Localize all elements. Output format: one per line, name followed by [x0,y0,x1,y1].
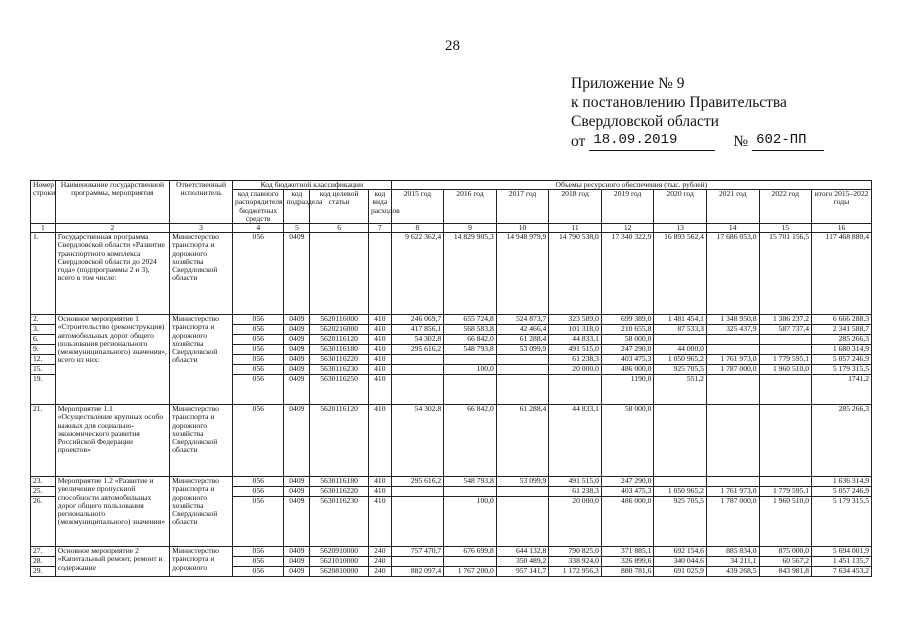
year-value-cell [496,487,549,497]
code-admin-cell: 056 [232,547,284,557]
year-value-cell: 247 290,0 [601,345,654,355]
year-value-cell: 323 589,0 [549,315,602,325]
code-section-cell: 0409 [284,497,310,547]
year-value-cell: 66 842,0 [444,405,497,477]
year-value-cell: 16 893 562,4 [654,233,707,315]
total-cell: 285 266,3 [812,335,872,345]
header-year: 2017 год [496,190,549,224]
year-value-cell: 87 533,3 [654,325,707,335]
total-cell: 1 636 314,9 [812,477,872,487]
code-expense-cell: 240 [368,557,391,567]
year-value-cell: 338 924,0 [549,557,602,567]
year-value-cell: 1 348 950,8 [706,315,759,325]
code-target-cell: 5620116000 [310,315,369,325]
year-value-cell [759,375,812,405]
year-value-cell [759,405,812,477]
year-value-cell: 20 000,0 [549,365,602,375]
code-section-cell: 0409 [284,477,310,487]
row-executor-cell: Министерство транспорта и дорожного хозяйства Свердловской области [170,233,233,315]
code-expense-cell: 410 [368,325,391,335]
code-target-cell: 5620116120 [310,335,369,345]
year-value-cell: 60 567,2 [759,557,812,567]
header-code-target: код целевой статьи [310,190,369,224]
table-row [31,547,872,557]
header-year: 2016 год [444,190,497,224]
year-value-cell [654,405,707,477]
resolution-date: 18.09.2019 [589,131,715,151]
year-value-cell: 247 290,0 [601,477,654,487]
code-section-cell: 0409 [284,405,310,477]
row-number-cell: 15. [31,365,56,375]
year-value-cell: 44 000,0 [654,345,707,355]
year-value-cell: 54 302,8 [391,405,444,477]
year-value-cell [444,557,497,567]
appendix-signature-line [571,131,824,151]
code-section-cell: 0409 [284,355,310,365]
year-value-cell: 340 044,6 [654,557,707,567]
code-target-cell: 5630116180 [310,477,369,487]
year-value-cell: 790 825,0 [549,547,602,557]
year-value-cell [654,477,707,487]
column-index-cell: 16 [812,224,872,233]
year-value-cell [706,375,759,405]
year-value-cell [759,345,812,355]
code-section-cell: 0409 [284,547,310,557]
table-row [31,233,872,315]
total-cell: 117 468 880,4 [812,233,872,315]
year-value-cell: 486 000,0 [601,365,654,375]
year-value-cell: 655 724,8 [444,315,497,325]
page-number: 28 [445,38,460,54]
year-value-cell: 371 885,1 [601,547,654,557]
year-value-cell: 42 466,4 [496,325,549,335]
code-target-cell [310,233,369,315]
year-value-cell: 1 761 973,0 [706,487,759,497]
row-name-cell: Основное мероприятие 2 «Капитальный ремонт, ремонт и содержание [55,547,169,577]
year-value-cell: 524 873,7 [496,315,549,325]
year-value-cell: 101 318,0 [549,325,602,335]
year-value-cell: 34 211,1 [706,557,759,567]
column-index-cell: 5 [284,224,310,233]
year-value-cell: 44 833,1 [549,405,602,477]
year-value-cell [496,355,549,365]
column-index-cell: 10 [496,224,549,233]
year-value-cell: 246 069,7 [391,315,444,325]
row-executor-cell: Министерство транспорта и дорожного хозяйства Свердловской области [170,477,233,547]
table-row [31,405,872,477]
code-target-cell: 5630116180 [310,345,369,355]
year-value-cell [706,477,759,487]
year-value-cell: 326 899,6 [601,557,654,567]
year-value-cell: 403 475,3 [601,487,654,497]
year-value-cell: 957 141,7 [496,567,549,577]
code-target-cell: 5620116120 [310,405,369,477]
year-value-cell [496,375,549,405]
year-value-cell: 1 779 595,1 [759,487,812,497]
row-number-cell: 21. [31,405,56,477]
code-admin-cell: 056 [232,497,284,547]
header-name: Наименование государственной программы, мероприятия [55,181,169,224]
year-value-cell [391,355,444,365]
code-expense-cell: 410 [368,355,391,365]
year-value-cell: 61 288,4 [496,335,549,345]
year-value-cell: 843 981,8 [759,567,812,577]
year-value-cell: 17 340 322,9 [601,233,654,315]
year-value-cell: 14 948 979,9 [496,233,549,315]
code-expense-cell: 410 [368,477,391,487]
year-value-cell: 875 000,0 [759,547,812,557]
column-index-cell: 4 [232,224,284,233]
header-year: 2021 год [706,190,759,224]
column-index-cell: 1 [31,224,56,233]
year-value-cell: 880 781,6 [601,567,654,577]
year-value-cell: 53 099,9 [496,477,549,487]
total-cell: 1 451 135,7 [812,557,872,567]
header-year: 2015 год [391,190,444,224]
code-target-cell: 5630116220 [310,487,369,497]
resolution-number: 602-ПП [752,131,824,151]
year-value-cell: 548 793,8 [444,477,497,487]
code-section-cell: 0409 [284,345,310,355]
year-value-cell: 1 787 000,0 [706,365,759,375]
header-no: Номер строки [31,181,56,224]
year-value-cell: 491 515,0 [549,345,602,355]
row-number-cell: 26. [31,497,56,547]
year-value-cell: 1 172 956,3 [549,567,602,577]
year-value-cell: 1 050 965,2 [654,487,707,497]
year-value-cell: 100,0 [444,497,497,547]
year-value-cell: 1 779 595,1 [759,355,812,365]
code-admin-cell: 056 [232,345,284,355]
year-value-cell: 20 000,0 [549,497,602,547]
year-value-cell: 58 000,0 [601,335,654,345]
appendix-region: Свердловской области [571,113,719,130]
header-year: 2022 год [759,190,812,224]
code-admin-cell: 056 [232,477,284,487]
year-value-cell: 1 960 510,0 [759,365,812,375]
appendix-title: Приложение № 9 [571,75,685,92]
row-number-cell: 9. [31,345,56,355]
row-number-cell: 23. [31,477,56,487]
header-code-section: код подраздела [284,190,310,224]
code-target-cell: 5621010000 [310,557,369,567]
year-value-cell: 1 761 973,0 [706,355,759,365]
header-code-expense: код вида расходов [368,190,391,224]
year-value-cell: 61 238,3 [549,487,602,497]
total-cell: 7 634 453,2 [812,567,872,577]
code-expense-cell [368,233,391,315]
row-number-cell: 3. [31,325,56,335]
year-value-cell: 44 833,1 [549,335,602,345]
code-expense-cell: 410 [368,315,391,325]
year-value-cell: 295 616,2 [391,345,444,355]
code-expense-cell: 410 [368,405,391,477]
row-executor-cell: Министерство транспорта и дорожного хозяйства Свердловской области [170,405,233,477]
year-value-cell: 417 856,1 [391,325,444,335]
year-value-cell [391,487,444,497]
row-name-cell: Мероприятие 1.1 «Осуществление крупных особо важных для социально-экономического развития Российской Федерации проектов» [55,405,169,477]
year-value-cell [391,365,444,375]
row-executor-cell: Министерство транспорта и дорожного хозяйства Свердловской области [170,315,233,405]
code-target-cell: 5620910000 [310,547,369,557]
year-value-cell [444,355,497,365]
code-admin-cell: 056 [232,365,284,375]
column-index-cell: 8 [391,224,444,233]
year-value-cell: 1 787 000,0 [706,497,759,547]
year-value-cell: 1190,0 [601,375,654,405]
year-value-cell: 350 489,2 [496,557,549,567]
year-value-cell [391,375,444,405]
header-total: итого 2015–2022 годы [812,190,872,224]
column-index-cell: 15 [759,224,812,233]
row-name-cell: Мероприятие 1.2 «Развитие и увеличение пропускной способности автомобильных дорог общего пользования регионального (межмуниципального) значения» [55,477,169,547]
code-target-cell: 5630116220 [310,355,369,365]
code-section-cell: 0409 [284,375,310,405]
row-number-cell: 25. [31,487,56,497]
row-number-cell: 1. [31,233,56,315]
total-cell: 1 680 314,9 [812,345,872,355]
total-cell: 5 179 315,5 [812,497,872,547]
code-expense-cell: 410 [368,335,391,345]
code-expense-cell: 410 [368,345,391,355]
year-value-cell [444,375,497,405]
header-year: 2019 год [601,190,654,224]
year-value-cell: 9 622 362,4 [391,233,444,315]
year-value-cell [391,557,444,567]
year-value-cell: 295 616,2 [391,477,444,487]
year-value-cell: 925 705,5 [654,497,707,547]
year-value-cell: 14 829 905,3 [444,233,497,315]
appendix-resolution: к постановлению Правительства [571,94,787,111]
year-value-cell: 757 470,7 [391,547,444,557]
year-value-cell: 325 437,9 [706,325,759,335]
code-expense-cell: 410 [368,487,391,497]
year-value-cell: 15 701 156,5 [759,233,812,315]
year-value-cell [759,477,812,487]
year-value-cell: 1 960 510,0 [759,497,812,547]
year-value-cell: 699 389,0 [601,315,654,325]
code-expense-cell: 410 [368,365,391,375]
year-value-cell: 210 655,8 [601,325,654,335]
year-value-cell: 61 238,3 [549,355,602,365]
header-resource-volumes: Объемы ресурсного обеспечения (тыс. рублей) [391,181,871,190]
column-index-cell: 2 [55,224,169,233]
row-number-cell: 28. [31,557,56,567]
year-value-cell: 885 834,0 [706,547,759,557]
year-value-cell [391,497,444,547]
year-value-cell: 551,2 [654,375,707,405]
row-name-cell: Основное мероприятие 1 «Строительство (реконструкция) автомобильных дорог общего пользования регионального (межмуниципального) значения», всего из них: [55,315,169,405]
code-admin-cell: 056 [232,487,284,497]
column-index-cell: 7 [368,224,391,233]
year-value-cell: 1 386 237,2 [759,315,812,325]
row-number-cell: 19. [31,375,56,405]
row-number-cell: 29. [31,567,56,577]
year-value-cell: 587 737,4 [759,325,812,335]
code-expense-cell: 240 [368,547,391,557]
year-value-cell: 403 475,3 [601,355,654,365]
appendix-block [571,74,824,151]
from-label: от [571,133,586,150]
code-section-cell: 0409 [284,365,310,375]
year-value-cell: 1 050 965,2 [654,355,707,365]
year-value-cell: 691 025,9 [654,567,707,577]
year-value-cell [496,365,549,375]
year-value-cell: 61 288,4 [496,405,549,477]
row-number-cell: 2. [31,315,56,325]
year-value-cell [706,335,759,345]
year-value-cell [654,335,707,345]
total-cell: 5 057 246,9 [812,355,872,365]
code-section-cell: 0409 [284,315,310,325]
code-admin-cell: 056 [232,233,284,315]
year-value-cell: 568 583,8 [444,325,497,335]
year-value-cell: 548 793,8 [444,345,497,355]
year-value-cell: 439 268,5 [706,567,759,577]
code-admin-cell: 056 [232,355,284,365]
code-admin-cell: 056 [232,315,284,325]
code-expense-cell: 240 [368,567,391,577]
year-value-cell: 58 000,0 [601,405,654,477]
code-expense-cell: 410 [368,497,391,547]
year-value-cell: 53 099,9 [496,345,549,355]
total-cell: 5 179 315,5 [812,365,872,375]
year-value-cell [496,497,549,547]
code-target-cell: 5620810000 [310,567,369,577]
code-section-cell: 0409 [284,567,310,577]
number-label: № [733,133,749,150]
year-value-cell: 882 097,4 [391,567,444,577]
code-section-cell: 0409 [284,325,310,335]
code-section-cell: 0409 [284,557,310,567]
code-admin-cell: 056 [232,557,284,567]
column-index-cell: 3 [170,224,233,233]
total-cell: 1741,2 [812,375,872,405]
header-code-admin: код главного распорядителя бюджетных средств [232,190,284,224]
table-row [31,477,872,487]
code-target-cell: 5620216000 [310,325,369,335]
year-value-cell: 66 842,0 [444,335,497,345]
header-year: 2018 год [549,190,602,224]
header-year: 2020 год [654,190,707,224]
code-admin-cell: 056 [232,375,284,405]
table-row [31,315,872,325]
year-value-cell: 925 705,5 [654,365,707,375]
total-cell: 5 057 246,9 [812,487,872,497]
year-value-cell [444,487,497,497]
column-index-cell: 11 [549,224,602,233]
year-value-cell: 1 481 454,1 [654,315,707,325]
column-index-cell: 12 [601,224,654,233]
year-value-cell: 644 132,8 [496,547,549,557]
code-target-cell: 5630116230 [310,497,369,547]
column-index-cell: 9 [444,224,497,233]
total-cell: 2 341 588,7 [812,325,872,335]
column-index-cell: 6 [310,224,369,233]
budget-table [30,180,872,577]
total-cell: 285 266,3 [812,405,872,477]
year-value-cell: 676 699,8 [444,547,497,557]
row-number-cell: 12. [31,355,56,365]
column-index-cell: 14 [706,224,759,233]
row-name-cell: Государственная программа Свердловской области «Развитие транспортного комплекса Свердловской области до 2024 года» (подпрограммы 2 и 3), всего в том числе: [55,233,169,315]
year-value-cell [706,405,759,477]
row-executor-cell: Министерство транспорта и дорожного [170,547,233,577]
code-admin-cell: 056 [232,335,284,345]
total-cell: 5 694 001,9 [812,547,872,557]
year-value-cell: 100,0 [444,365,497,375]
code-section-cell: 0409 [284,233,310,315]
code-admin-cell: 056 [232,325,284,335]
year-value-cell: 14 790 538,0 [549,233,602,315]
column-index-cell: 13 [654,224,707,233]
year-value-cell: 17 686 053,0 [706,233,759,315]
row-number-cell: 6. [31,335,56,345]
year-value-cell: 54 302,8 [391,335,444,345]
code-section-cell: 0409 [284,487,310,497]
year-value-cell: 491 515,0 [549,477,602,487]
year-value-cell: 486 000,0 [601,497,654,547]
code-expense-cell: 410 [368,375,391,405]
total-cell: 6 666 288,3 [812,315,872,325]
header-executor: Ответственный исполнитель [170,181,233,224]
year-value-cell [706,345,759,355]
year-value-cell [549,375,602,405]
year-value-cell [759,335,812,345]
code-section-cell: 0409 [284,335,310,345]
year-value-cell: 1 767 200,0 [444,567,497,577]
row-number-cell: 27. [31,547,56,557]
header-budget-classification: Код бюджетной классификации [232,181,391,190]
year-value-cell: 692 154,6 [654,547,707,557]
code-admin-cell: 056 [232,405,284,477]
code-target-cell: 5630116250 [310,375,369,405]
code-admin-cell: 056 [232,567,284,577]
code-target-cell: 5630116230 [310,365,369,375]
